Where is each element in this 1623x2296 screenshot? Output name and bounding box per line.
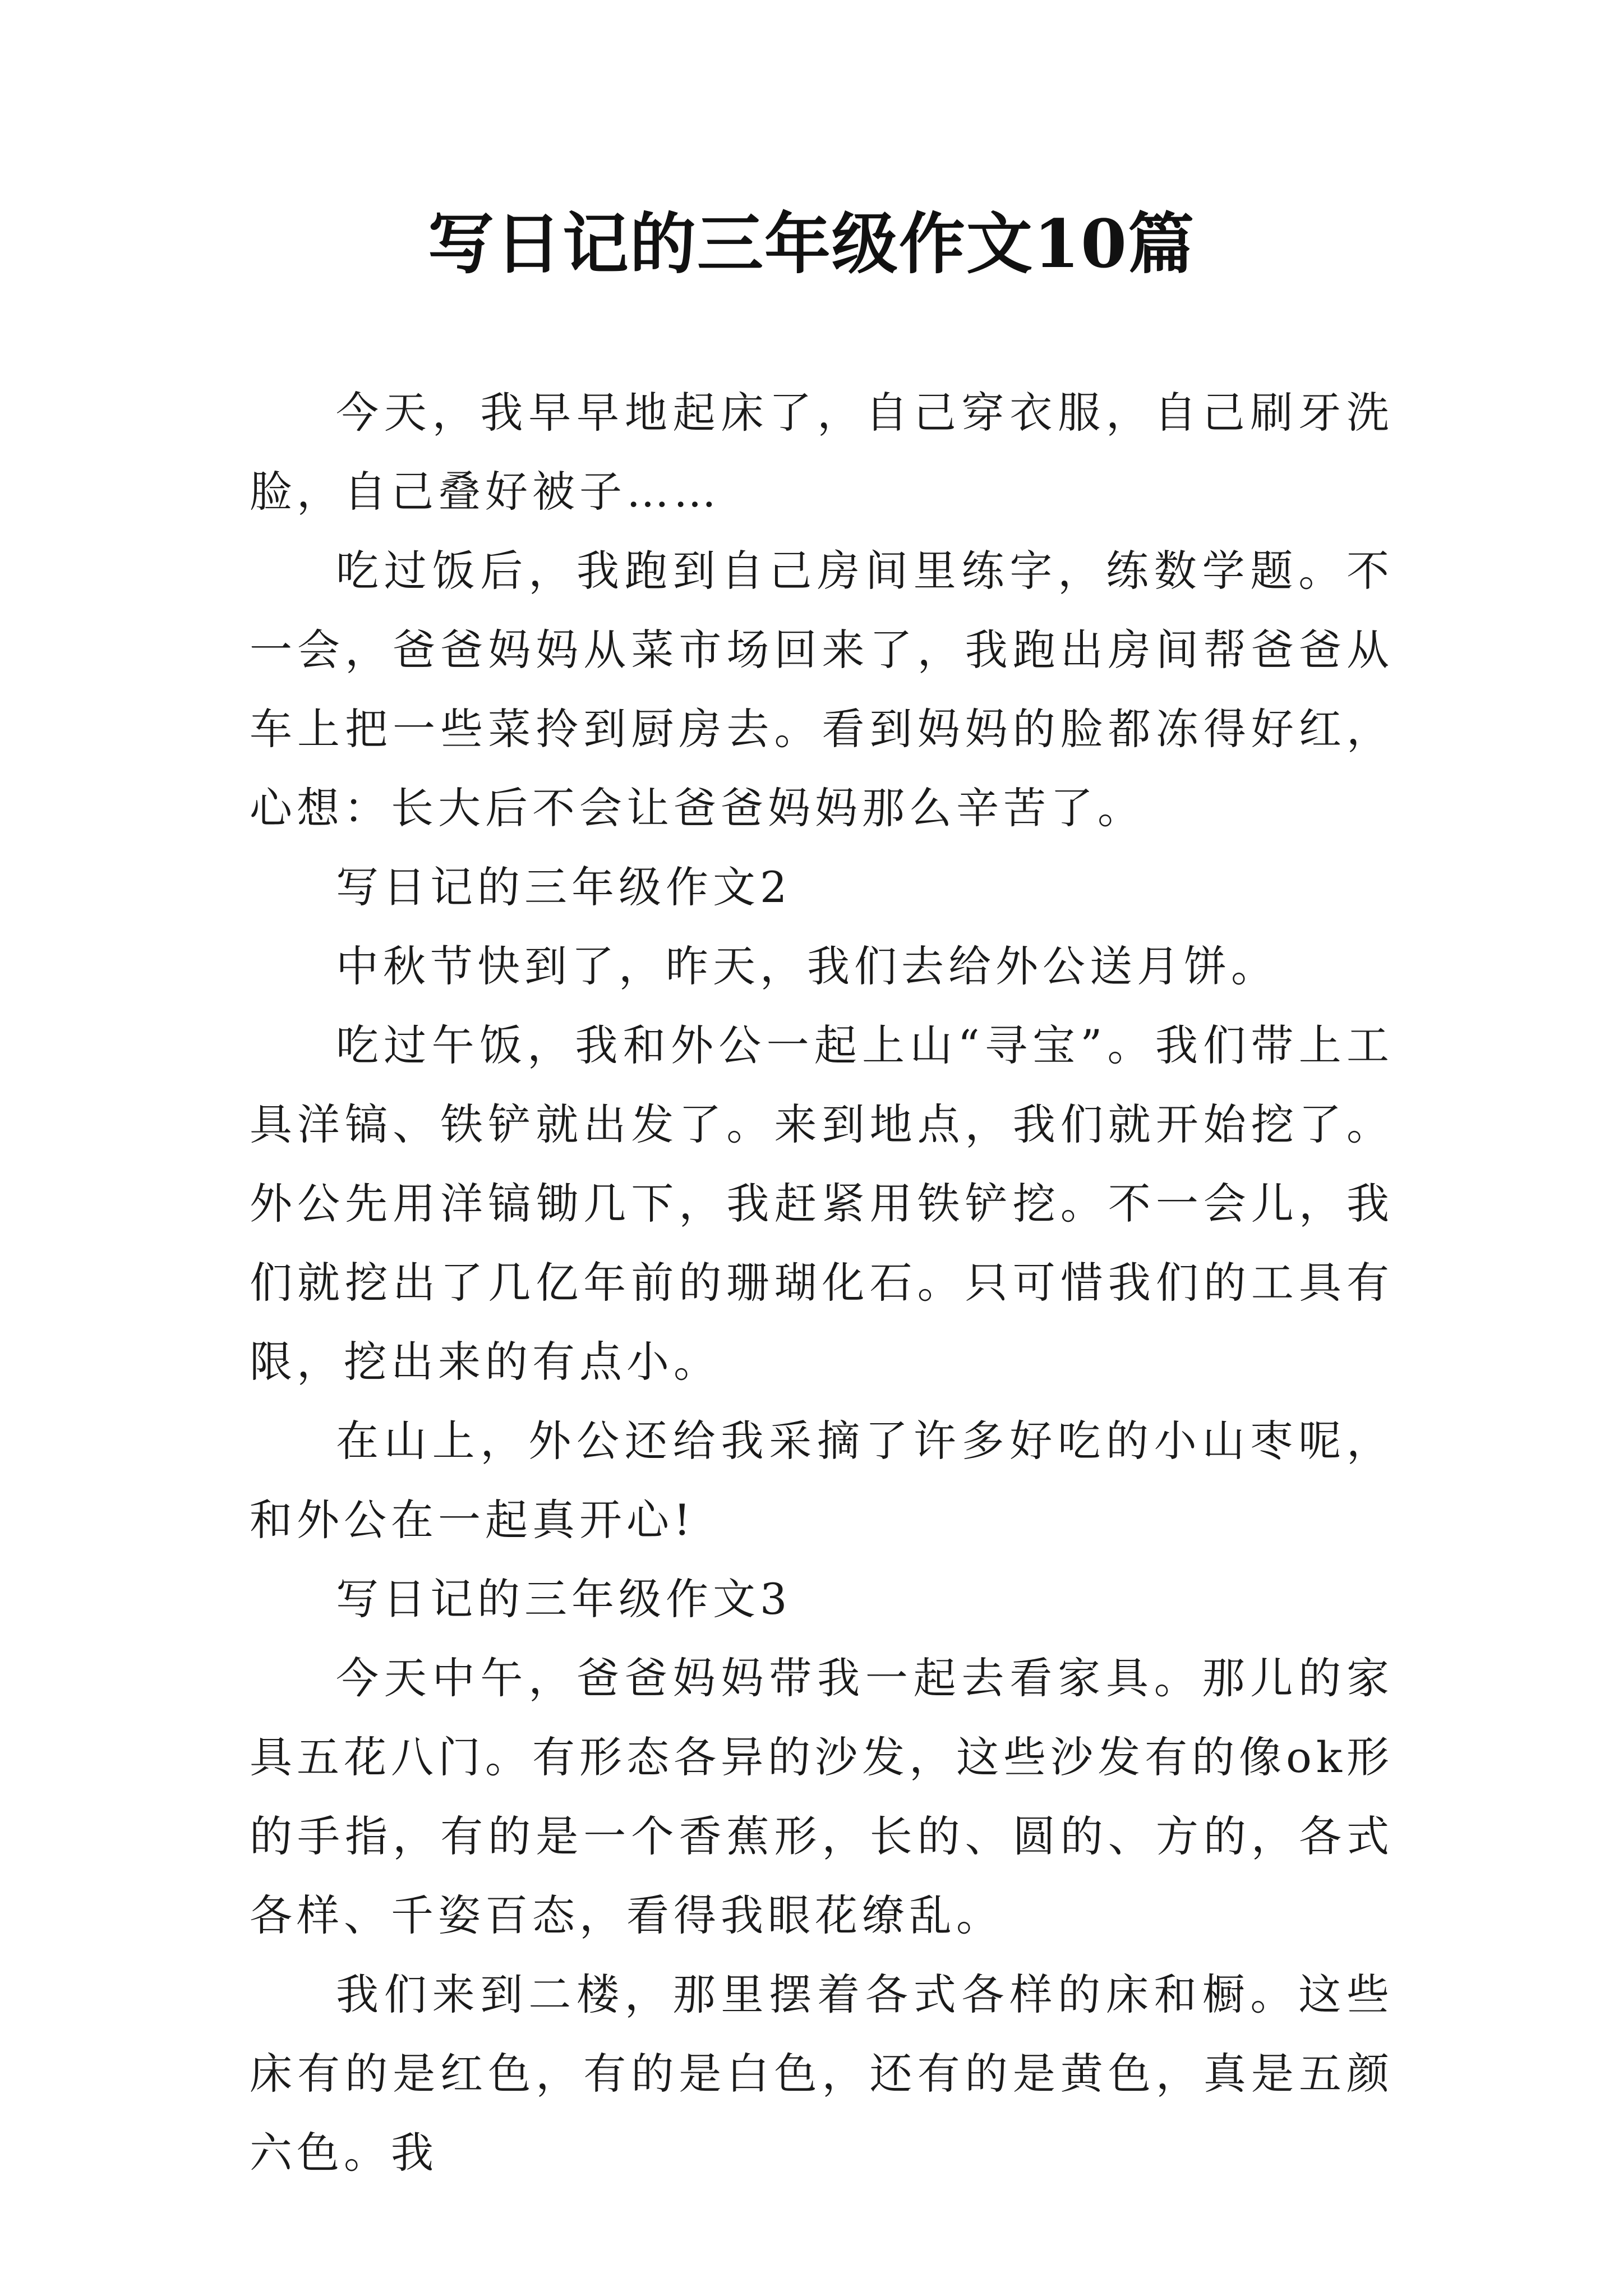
paragraph: 我们来到二楼，那里摆着各式各样的床和橱。这些床有的是红色，有的是白色，还有的是黄色，真是五颜六色。我	[250, 1970, 1394, 2178]
paragraph: 今天中午，爸爸妈妈带我一起去看家具。那儿的家具五花八门。有形态各异的沙发，这些沙发有的像ok形的手指，有的是一个香蕉形，长的、圆的、方的，各式各样、千姿百态，看得我眼花缭乱。	[250, 1653, 1394, 1940]
paragraph: 吃过饭后，我跑到自己房间里练字，练数学题。不一会，爸爸妈妈从菜市场回来了，我跑出房间帮爸爸从车上把一些菜拎到厨房去。看到妈妈的脸都冻得好红，心想：长大后不会让爸爸妈妈那么辛苦了。	[250, 546, 1394, 833]
document-body	[250, 373, 1394, 2192]
paragraph: 在山上，外公还给我采摘了许多好吃的小山枣呢，和外公在一起真开心!	[250, 1416, 1394, 1545]
section-heading: 写日记的三年级作文2	[336, 862, 792, 912]
paragraph: 今天，我早早地起床了，自己穿衣服，自己刷牙洗脸，自己叠好被子……	[250, 388, 1394, 517]
paragraph: 吃过午饭，我和外公一起上山“寻宝”。我们带上工具洋镐、铁铲就出发了。来到地点，我们就开始挖了。外公先用洋镐锄几下，我赶紧用铁铲挖。不一会儿，我们就挖出了几亿年前的珊瑚化石。只可惜我们的工具有限，挖出来的有点小。	[250, 1020, 1394, 1387]
paragraph: 中秋节快到了，昨天，我们去给外公送月饼。	[336, 941, 1278, 991]
document-title: 写日记的三年级作文10篇	[427, 205, 1196, 283]
section-heading: 写日记的三年级作文3	[336, 1574, 792, 1624]
